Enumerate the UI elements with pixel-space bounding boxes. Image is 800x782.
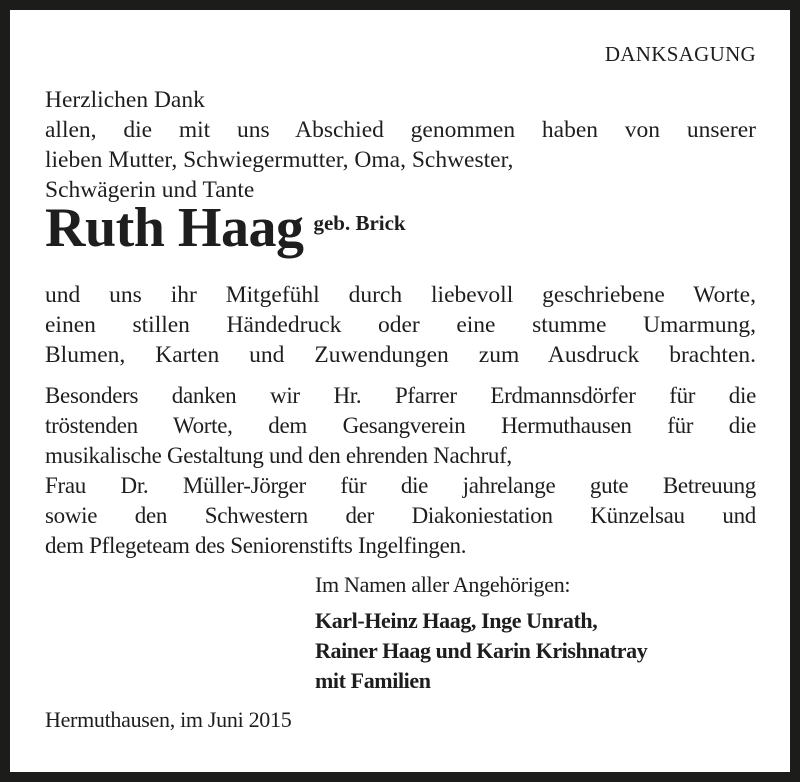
paragraph-line: und uns ihr Mitgefühl durch liebevoll geschriebene Worte, xyxy=(45,282,756,308)
signature-name-line: Karl-Heinz Haag, Inge Unrath, xyxy=(315,608,598,633)
intro-line: Herzlichen Dank xyxy=(45,87,205,113)
deceased-name: Ruth Haag xyxy=(45,197,304,259)
deceased-name-row xyxy=(45,198,406,258)
intro-line: Schwägerin und Tante xyxy=(45,177,255,203)
thanks-paragraph xyxy=(45,280,756,370)
paragraph-line: dem Pflegeteam des Seniorenstifts Ingelfingen. xyxy=(45,533,467,558)
signature-intro: Im Namen aller Angehörigen: xyxy=(315,572,571,597)
paragraph-line: musikalische Gestaltung und den ehrenden Nachruf, xyxy=(45,443,512,468)
place-and-date: Hermuthausen, im Juni 2015 xyxy=(45,707,292,732)
maiden-name: geb. Brick xyxy=(313,211,406,235)
signature-block xyxy=(315,570,647,696)
signature-name-line: mit Familien xyxy=(315,668,431,693)
paragraph-line: Blumen, Karten und Zuwendungen zum Ausdruck brachten. xyxy=(45,342,756,368)
signature-names xyxy=(315,606,647,696)
signature-name-line: Rainer Haag und Karin Krishnatray xyxy=(315,638,648,663)
special-thanks-paragraph xyxy=(45,381,756,561)
notice-type-heading: DANKSAGUNG xyxy=(604,42,756,66)
paragraph-line: Frau Dr. Müller-Jörger für die jahrelange gute Betreuung xyxy=(45,473,756,498)
paragraph-line: Besonders danken wir Hr. Pfarrer Erdmannsdörfer für die xyxy=(45,383,756,408)
paragraph-line: tröstenden Worte, dem Gesangverein Hermuthausen für die xyxy=(45,413,756,438)
intro-line: allen, die mit uns Abschied genommen haben von unserer xyxy=(45,117,756,143)
paragraph-line: sowie den Schwestern der Diakoniestation Künzelsau und xyxy=(45,503,756,528)
intro-line: lieben Mutter, Schwiegermutter, Oma, Schwester, xyxy=(45,147,514,173)
paragraph-line: einen stillen Händedruck oder eine stumme Umarmung, xyxy=(45,312,756,338)
obituary-notice xyxy=(10,10,790,772)
intro-text xyxy=(45,85,756,205)
